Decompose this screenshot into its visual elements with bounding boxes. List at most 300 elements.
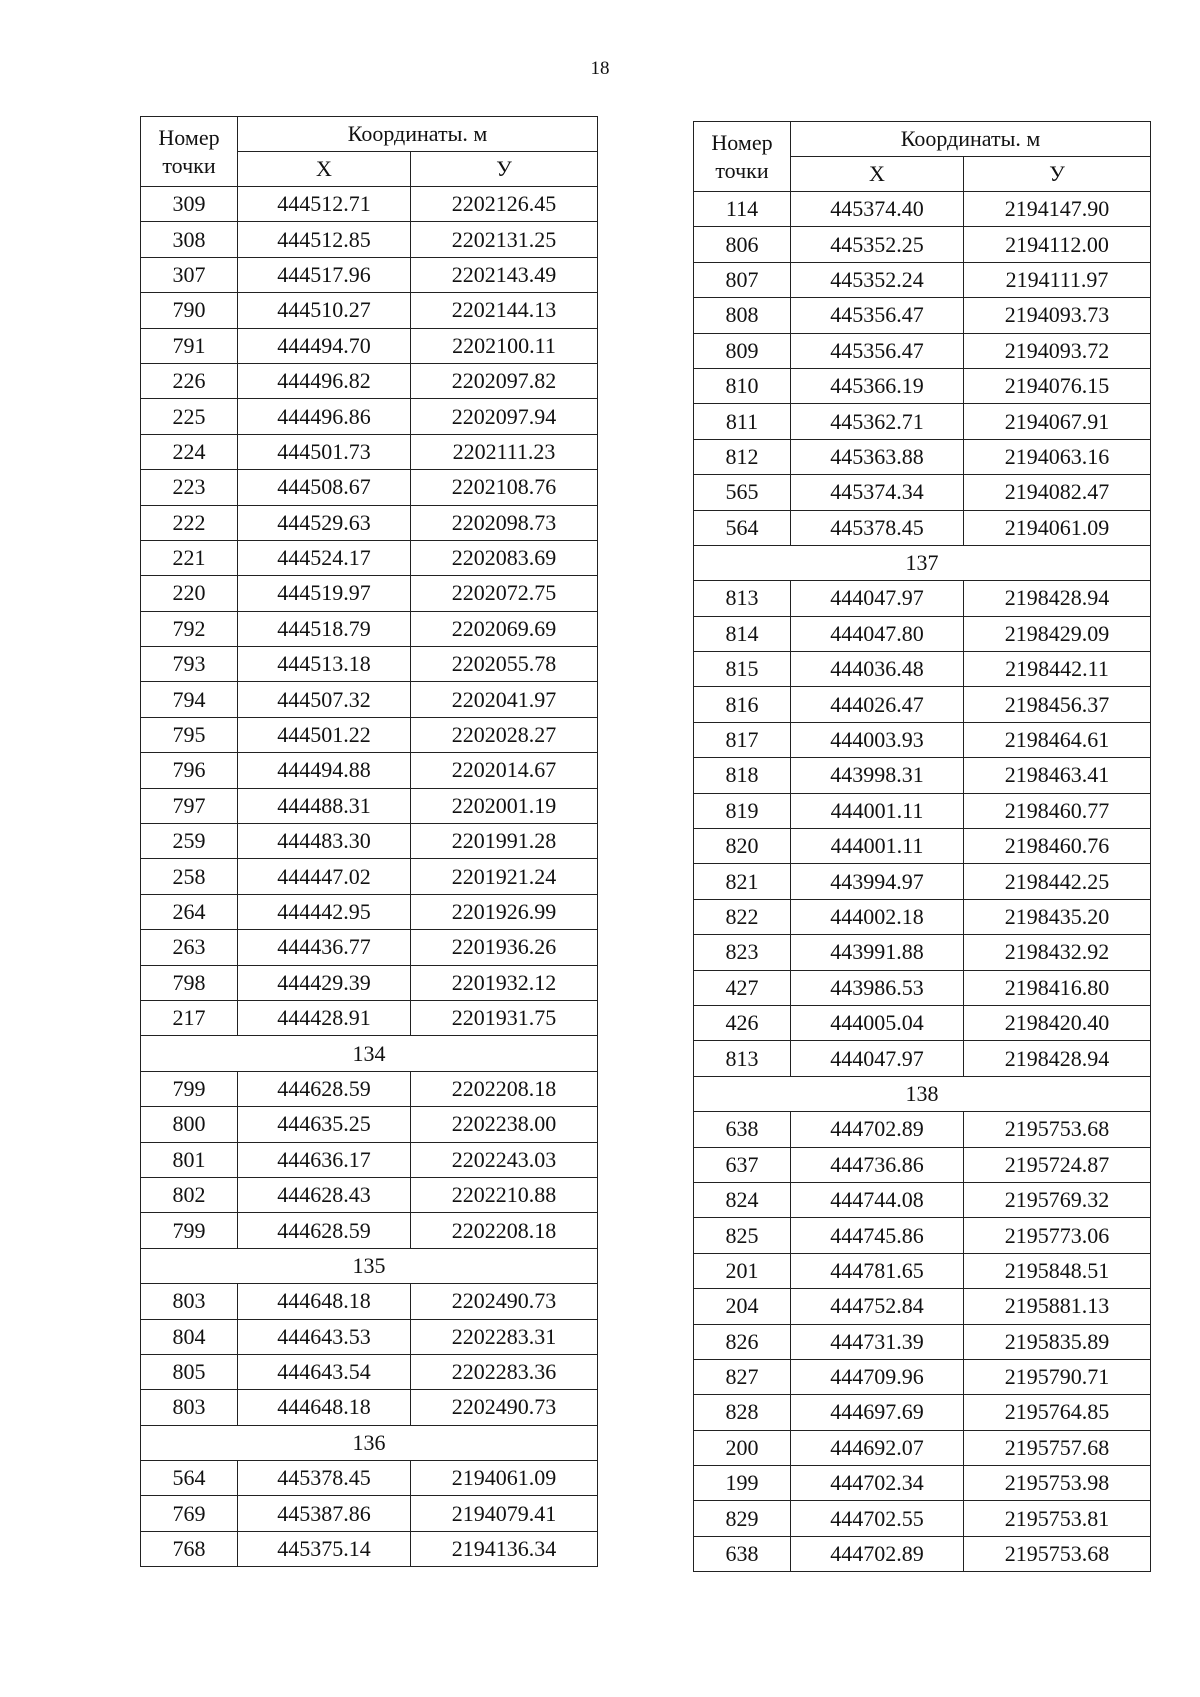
point-number-cell: 794	[141, 682, 238, 717]
point-number-cell: 309	[141, 187, 238, 222]
table-row	[694, 333, 1151, 368]
x-coordinate-cell: 444752.84	[791, 1289, 964, 1324]
y-coordinate-cell: 2202208.18	[411, 1213, 598, 1248]
x-coordinate-cell: 444518.79	[238, 611, 411, 646]
y-coordinate-cell: 2202210.88	[411, 1177, 598, 1212]
y-coordinate-cell: 2202283.36	[411, 1354, 598, 1389]
y-coordinate-cell: 2202083.69	[411, 540, 598, 575]
table-row	[694, 758, 1151, 793]
table-row	[141, 470, 598, 505]
point-number-cell: 308	[141, 222, 238, 257]
y-coordinate-cell: 2198456.37	[964, 687, 1151, 722]
table-row	[141, 930, 598, 965]
x-coordinate-cell: 444488.31	[238, 788, 411, 823]
point-number-cell: 204	[694, 1289, 791, 1324]
table-row	[141, 576, 598, 611]
y-coordinate-cell: 2195757.68	[964, 1430, 1151, 1465]
y-coordinate-cell: 2195753.81	[964, 1501, 1151, 1536]
point-number-cell: 565	[694, 475, 791, 510]
y-coordinate-cell: 2198428.94	[964, 581, 1151, 616]
point-number-cell: 201	[694, 1253, 791, 1288]
y-coordinate-cell: 2194136.34	[411, 1531, 598, 1566]
point-number-cell: 812	[694, 439, 791, 474]
section-label: 134	[141, 1036, 598, 1071]
point-number-cell: 802	[141, 1177, 238, 1212]
table-row	[694, 970, 1151, 1005]
x-coordinate-cell: 444529.63	[238, 505, 411, 540]
point-number-header: Номер точки	[694, 122, 791, 192]
x-coordinate-cell: 445378.45	[238, 1461, 411, 1496]
point-number-cell: 804	[141, 1319, 238, 1354]
x-coordinate-cell: 444643.54	[238, 1354, 411, 1389]
point-number-cell: 809	[694, 333, 791, 368]
point-number-cell: 814	[694, 616, 791, 651]
table-row	[694, 404, 1151, 439]
point-number-cell: 813	[694, 1041, 791, 1076]
section-row	[694, 545, 1151, 580]
table-row	[141, 1177, 598, 1212]
y-coordinate-cell: 2202069.69	[411, 611, 598, 646]
x-coordinate-cell: 444494.88	[238, 753, 411, 788]
table-row	[141, 187, 598, 222]
x-coordinate-cell: 444519.97	[238, 576, 411, 611]
table-row	[694, 1041, 1151, 1076]
section-label: 138	[694, 1076, 1151, 1111]
y-coordinate-cell: 2198442.11	[964, 652, 1151, 687]
point-number-cell: 768	[141, 1531, 238, 1566]
x-coordinate-cell: 445374.34	[791, 475, 964, 510]
point-number-cell: 815	[694, 652, 791, 687]
point-number-cell: 114	[694, 192, 791, 227]
table-row	[694, 829, 1151, 864]
point-number-cell: 828	[694, 1395, 791, 1430]
table-row	[694, 262, 1151, 297]
x-coordinate-cell: 443991.88	[791, 935, 964, 970]
y-coordinate-cell: 2198429.09	[964, 616, 1151, 651]
y-coordinate-cell: 2194067.91	[964, 404, 1151, 439]
y-coordinate-cell: 2198460.76	[964, 829, 1151, 864]
x-coordinate-cell: 444483.30	[238, 824, 411, 859]
point-number-cell: 223	[141, 470, 238, 505]
table-row	[694, 793, 1151, 828]
x-coordinate-cell: 444513.18	[238, 647, 411, 682]
point-number-cell: 426	[694, 1005, 791, 1040]
point-number-cell: 825	[694, 1218, 791, 1253]
point-number-cell: 823	[694, 935, 791, 970]
table-row	[141, 1000, 598, 1035]
table-row	[141, 293, 598, 328]
x-coordinate-cell: 444648.18	[238, 1284, 411, 1319]
table-row	[694, 1359, 1151, 1394]
table-row	[694, 935, 1151, 970]
x-coordinate-cell: 445352.25	[791, 227, 964, 262]
x-coordinate-cell: 444745.86	[791, 1218, 964, 1253]
point-number-cell: 564	[694, 510, 791, 545]
y-coordinate-cell: 2194082.47	[964, 475, 1151, 510]
table-row	[141, 363, 598, 398]
table-row	[694, 475, 1151, 510]
table-row	[141, 540, 598, 575]
point-number-cell: 824	[694, 1182, 791, 1217]
section-label: 136	[141, 1425, 598, 1460]
x-coordinate-cell: 444047.80	[791, 616, 964, 651]
y-coordinate-cell: 2195753.98	[964, 1466, 1151, 1501]
y-coordinate-cell: 2202144.13	[411, 293, 598, 328]
y-header: У	[964, 157, 1151, 192]
table-row	[694, 227, 1151, 262]
x-coordinate-cell: 444512.85	[238, 222, 411, 257]
point-number-cell: 793	[141, 647, 238, 682]
x-coordinate-cell: 444692.07	[791, 1430, 964, 1465]
point-number-header: Номер точки	[141, 117, 238, 187]
table-row	[694, 616, 1151, 651]
point-number-cell: 801	[141, 1142, 238, 1177]
x-coordinate-cell: 445362.71	[791, 404, 964, 439]
y-coordinate-cell: 2195753.68	[964, 1536, 1151, 1571]
x-coordinate-cell: 444512.71	[238, 187, 411, 222]
x-coordinate-cell: 444428.91	[238, 1000, 411, 1035]
x-coordinate-cell: 443986.53	[791, 970, 964, 1005]
y-coordinate-cell: 2202001.19	[411, 788, 598, 823]
y-coordinate-cell: 2202055.78	[411, 647, 598, 682]
table-row	[141, 1390, 598, 1425]
point-number-cell: 799	[141, 1213, 238, 1248]
table-row	[141, 647, 598, 682]
table-row	[141, 717, 598, 752]
y-coordinate-cell: 2194063.16	[964, 439, 1151, 474]
x-coordinate-cell: 444736.86	[791, 1147, 964, 1182]
table-row	[141, 1071, 598, 1106]
point-number-cell: 808	[694, 298, 791, 333]
point-number-cell: 795	[141, 717, 238, 752]
table-row	[141, 753, 598, 788]
table-row	[694, 1466, 1151, 1501]
x-coordinate-cell: 444501.73	[238, 434, 411, 469]
x-coordinate-cell: 444709.96	[791, 1359, 964, 1394]
y-header: У	[411, 152, 598, 187]
point-number-cell: 820	[694, 829, 791, 864]
point-number-cell: 811	[694, 404, 791, 439]
y-coordinate-cell: 2195769.32	[964, 1182, 1151, 1217]
y-coordinate-cell: 2198428.94	[964, 1041, 1151, 1076]
y-coordinate-cell: 2202283.31	[411, 1319, 598, 1354]
table-row	[141, 788, 598, 823]
x-coordinate-cell: 444005.04	[791, 1005, 964, 1040]
point-number-cell: 827	[694, 1359, 791, 1394]
y-coordinate-cell: 2198416.80	[964, 970, 1151, 1005]
table-row	[141, 399, 598, 434]
table-row	[141, 1319, 598, 1354]
table-row	[694, 1253, 1151, 1288]
y-coordinate-cell: 2194111.97	[964, 262, 1151, 297]
y-coordinate-cell: 2198442.25	[964, 864, 1151, 899]
point-number-cell: 225	[141, 399, 238, 434]
table-row	[141, 257, 598, 292]
x-coordinate-cell: 444047.97	[791, 1041, 964, 1076]
table-row	[141, 1531, 598, 1566]
x-coordinate-cell: 444643.53	[238, 1319, 411, 1354]
y-coordinate-cell: 2195724.87	[964, 1147, 1151, 1182]
point-number-cell: 798	[141, 965, 238, 1000]
point-number-cell: 826	[694, 1324, 791, 1359]
y-coordinate-cell: 2202108.76	[411, 470, 598, 505]
y-coordinate-cell: 2194076.15	[964, 368, 1151, 403]
point-number-cell: 224	[141, 434, 238, 469]
point-number-cell: 829	[694, 1501, 791, 1536]
x-coordinate-cell: 444702.89	[791, 1536, 964, 1571]
y-coordinate-cell: 2201991.28	[411, 824, 598, 859]
x-coordinate-cell: 445378.45	[791, 510, 964, 545]
x-coordinate-cell: 444781.65	[791, 1253, 964, 1288]
y-coordinate-cell: 2202111.23	[411, 434, 598, 469]
y-coordinate-cell: 2202028.27	[411, 717, 598, 752]
point-number-cell: 817	[694, 722, 791, 757]
y-coordinate-cell: 2202490.73	[411, 1284, 598, 1319]
x-coordinate-cell: 445356.47	[791, 298, 964, 333]
x-coordinate-cell: 444744.08	[791, 1182, 964, 1217]
x-coordinate-cell: 445374.40	[791, 192, 964, 227]
table-row	[694, 1536, 1151, 1571]
x-coordinate-cell: 444524.17	[238, 540, 411, 575]
table-row	[694, 1218, 1151, 1253]
point-number-cell: 638	[694, 1536, 791, 1571]
point-number-cell: 803	[141, 1390, 238, 1425]
y-coordinate-cell: 2195835.89	[964, 1324, 1151, 1359]
x-coordinate-cell: 444635.25	[238, 1107, 411, 1142]
y-coordinate-cell: 2195764.85	[964, 1395, 1151, 1430]
x-header: X	[791, 157, 964, 192]
point-number-cell: 307	[141, 257, 238, 292]
point-number-cell: 217	[141, 1000, 238, 1035]
x-coordinate-cell: 445352.24	[791, 262, 964, 297]
table-row	[141, 328, 598, 363]
x-coordinate-cell: 444001.11	[791, 793, 964, 828]
y-coordinate-cell: 2194093.72	[964, 333, 1151, 368]
y-coordinate-cell: 2194147.90	[964, 192, 1151, 227]
y-coordinate-cell: 2202243.03	[411, 1142, 598, 1177]
point-number-cell: 220	[141, 576, 238, 611]
point-number-cell: 263	[141, 930, 238, 965]
x-coordinate-cell: 444628.59	[238, 1071, 411, 1106]
x-coordinate-cell: 445356.47	[791, 333, 964, 368]
y-coordinate-cell: 2202041.97	[411, 682, 598, 717]
point-number-cell: 800	[141, 1107, 238, 1142]
table-row	[141, 1461, 598, 1496]
point-number-cell: 807	[694, 262, 791, 297]
y-coordinate-cell: 2194061.09	[964, 510, 1151, 545]
table-row	[694, 1501, 1151, 1536]
point-number-cell: 427	[694, 970, 791, 1005]
coordinates-header: Координаты. м	[238, 117, 598, 152]
y-coordinate-cell: 2202143.49	[411, 257, 598, 292]
y-coordinate-cell: 2201936.26	[411, 930, 598, 965]
x-coordinate-cell: 444001.11	[791, 829, 964, 864]
table-row	[141, 965, 598, 1000]
table-row	[694, 687, 1151, 722]
y-coordinate-cell: 2195881.13	[964, 1289, 1151, 1324]
table-row	[141, 1284, 598, 1319]
x-coordinate-cell: 444510.27	[238, 293, 411, 328]
table-row	[694, 192, 1151, 227]
x-header: X	[238, 152, 411, 187]
point-number-cell: 821	[694, 864, 791, 899]
point-number-cell: 810	[694, 368, 791, 403]
x-coordinate-cell: 444436.77	[238, 930, 411, 965]
point-number-cell: 806	[694, 227, 791, 262]
x-coordinate-cell: 444702.89	[791, 1112, 964, 1147]
x-coordinate-cell: 444628.43	[238, 1177, 411, 1212]
point-number-cell: 819	[694, 793, 791, 828]
point-number-cell: 259	[141, 824, 238, 859]
y-coordinate-cell: 2201931.75	[411, 1000, 598, 1035]
y-coordinate-cell: 2195773.06	[964, 1218, 1151, 1253]
table-row	[141, 1107, 598, 1142]
table-row	[141, 894, 598, 929]
y-coordinate-cell: 2201932.12	[411, 965, 598, 1000]
table-row	[694, 1430, 1151, 1465]
point-number-cell: 792	[141, 611, 238, 646]
y-coordinate-cell: 2195790.71	[964, 1359, 1151, 1394]
x-coordinate-cell: 444508.67	[238, 470, 411, 505]
y-coordinate-cell: 2202126.45	[411, 187, 598, 222]
point-number-cell: 564	[141, 1461, 238, 1496]
y-coordinate-cell: 2194093.73	[964, 298, 1151, 333]
point-number-cell: 796	[141, 753, 238, 788]
y-coordinate-cell: 2194112.00	[964, 227, 1151, 262]
point-number-cell: 797	[141, 788, 238, 823]
x-coordinate-cell: 444447.02	[238, 859, 411, 894]
x-coordinate-cell: 444026.47	[791, 687, 964, 722]
table-row	[141, 682, 598, 717]
table-row	[141, 859, 598, 894]
y-coordinate-cell: 2198464.61	[964, 722, 1151, 757]
y-coordinate-cell: 2198460.77	[964, 793, 1151, 828]
x-coordinate-cell: 444628.59	[238, 1213, 411, 1248]
table-row	[141, 1496, 598, 1531]
table-row	[694, 368, 1151, 403]
y-coordinate-cell: 2201921.24	[411, 859, 598, 894]
section-label: 135	[141, 1248, 598, 1283]
point-number-cell: 258	[141, 859, 238, 894]
x-coordinate-cell: 445363.88	[791, 439, 964, 474]
table-row	[694, 581, 1151, 616]
x-coordinate-cell: 444731.39	[791, 1324, 964, 1359]
x-coordinate-cell: 444496.82	[238, 363, 411, 398]
x-coordinate-cell: 444648.18	[238, 1390, 411, 1425]
table-row	[694, 1395, 1151, 1430]
x-coordinate-cell: 444636.17	[238, 1142, 411, 1177]
x-coordinate-cell: 445366.19	[791, 368, 964, 403]
table-row	[141, 611, 598, 646]
table-row	[694, 510, 1151, 545]
x-coordinate-cell: 443998.31	[791, 758, 964, 793]
y-coordinate-cell: 2194079.41	[411, 1496, 598, 1531]
y-coordinate-cell: 2202014.67	[411, 753, 598, 788]
y-coordinate-cell: 2198432.92	[964, 935, 1151, 970]
point-number-cell: 799	[141, 1071, 238, 1106]
table-row	[141, 222, 598, 257]
point-number-cell: 638	[694, 1112, 791, 1147]
table-row	[694, 439, 1151, 474]
point-number-cell: 790	[141, 293, 238, 328]
y-coordinate-cell: 2201926.99	[411, 894, 598, 929]
table-row	[694, 899, 1151, 934]
y-coordinate-cell: 2202098.73	[411, 505, 598, 540]
y-coordinate-cell: 2198463.41	[964, 758, 1151, 793]
coordinates-header: Координаты. м	[791, 122, 1151, 157]
table-row	[141, 505, 598, 540]
point-number-cell: 199	[694, 1466, 791, 1501]
point-number-cell: 769	[141, 1496, 238, 1531]
point-number-cell: 805	[141, 1354, 238, 1389]
section-row	[141, 1248, 598, 1283]
table-row	[694, 652, 1151, 687]
x-coordinate-cell: 444003.93	[791, 722, 964, 757]
section-row	[694, 1076, 1151, 1111]
y-coordinate-cell: 2202490.73	[411, 1390, 598, 1425]
table-row	[694, 864, 1151, 899]
y-coordinate-cell: 2202131.25	[411, 222, 598, 257]
section-row	[141, 1036, 598, 1071]
table-row	[141, 434, 598, 469]
point-number-cell: 822	[694, 899, 791, 934]
y-coordinate-cell: 2195848.51	[964, 1253, 1151, 1288]
x-coordinate-cell: 444442.95	[238, 894, 411, 929]
table-row	[141, 1213, 598, 1248]
x-coordinate-cell: 444429.39	[238, 965, 411, 1000]
x-coordinate-cell: 443994.97	[791, 864, 964, 899]
y-coordinate-cell: 2202208.18	[411, 1071, 598, 1106]
point-number-cell: 818	[694, 758, 791, 793]
section-label: 137	[694, 545, 1151, 580]
x-coordinate-cell: 444507.32	[238, 682, 411, 717]
y-coordinate-cell: 2195753.68	[964, 1112, 1151, 1147]
coordinates-table-left	[140, 116, 598, 1567]
page-number: 18	[590, 58, 610, 79]
x-coordinate-cell: 445387.86	[238, 1496, 411, 1531]
coordinates-table-right	[693, 121, 1151, 1572]
x-coordinate-cell: 444047.97	[791, 581, 964, 616]
table-row	[694, 1289, 1151, 1324]
x-coordinate-cell: 444496.86	[238, 399, 411, 434]
y-coordinate-cell: 2194061.09	[411, 1461, 598, 1496]
y-coordinate-cell: 2198420.40	[964, 1005, 1151, 1040]
table-row	[141, 1142, 598, 1177]
point-number-cell: 226	[141, 363, 238, 398]
x-coordinate-cell: 444702.34	[791, 1466, 964, 1501]
x-coordinate-cell: 444036.48	[791, 652, 964, 687]
x-coordinate-cell: 444494.70	[238, 328, 411, 363]
point-number-cell: 813	[694, 581, 791, 616]
point-number-cell: 816	[694, 687, 791, 722]
point-number-cell: 200	[694, 1430, 791, 1465]
point-number-cell: 221	[141, 540, 238, 575]
table-row	[694, 1112, 1151, 1147]
point-number-cell: 803	[141, 1284, 238, 1319]
point-number-cell: 791	[141, 328, 238, 363]
y-coordinate-cell: 2202072.75	[411, 576, 598, 611]
x-coordinate-cell: 444501.22	[238, 717, 411, 752]
y-coordinate-cell: 2202238.00	[411, 1107, 598, 1142]
point-number-cell: 637	[694, 1147, 791, 1182]
table-row	[141, 824, 598, 859]
point-number-cell: 264	[141, 894, 238, 929]
table-row	[141, 1354, 598, 1389]
table-row	[694, 1324, 1151, 1359]
table-row	[694, 722, 1151, 757]
table-row	[694, 1005, 1151, 1040]
y-coordinate-cell: 2202097.82	[411, 363, 598, 398]
